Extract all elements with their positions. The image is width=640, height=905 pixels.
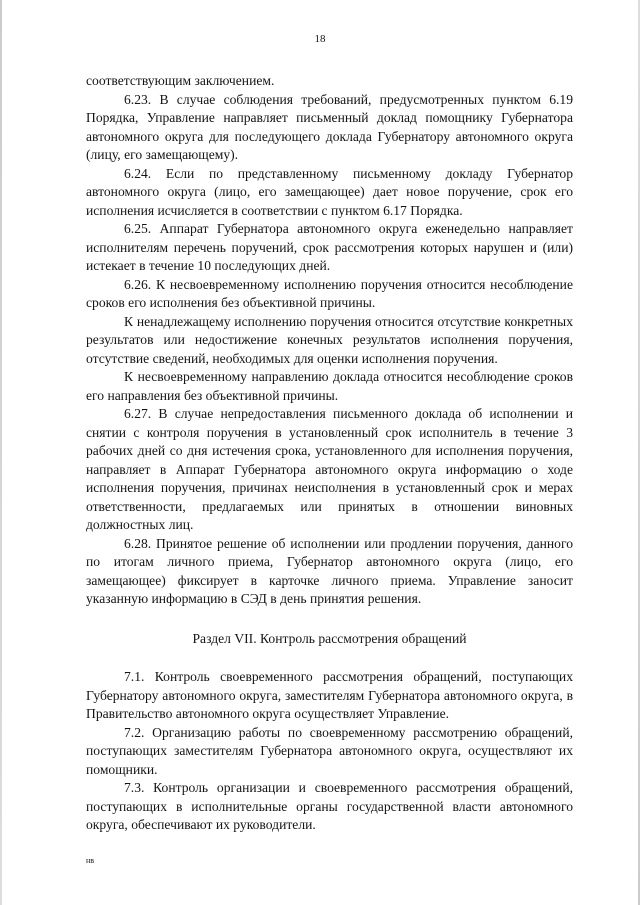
paragraph-6-28: 6.28. Принятое решение об исполнении или продлении поручения, данного по итогам личного приема, Губернатор автономного округа (лицо, его замещающее) фиксирует в карточке личного приема. Управление заносит указанную информацию в СЭД в день принятия решения.: [86, 535, 573, 606]
document-body: [86, 72, 573, 835]
scan-edge-left: [0, 0, 2, 905]
paragraph-improper-execution: К ненадлежащему исполнению поручения относится отсутствие конкретных результатов или недостижение конечных результатов исполнения поручения, отсутствие сведений, необходимых для оценки исполнения поручения.: [86, 313, 573, 366]
paragraph-6-26: 6.26. К несвоевременному исполнению поручения относится несоблюдение сроков его исполнения без объективной причины.: [86, 276, 573, 310]
paragraph-6-27: 6.27. В случае непредоставления письменного доклада об исполнении и снятии с контроля поручения в установленный срок исполнитель в течение 3 рабочих дней со дня истечения срока, установленного для исполнения поручения, направляет в Аппарат Губернатора автономного округа информацию о ходе исполнения поручения, причинах неисполнения в установленный срок и мерах ответственности, предлагаемых или принятых в отношении виновных должностных лиц.: [86, 406, 573, 532]
paragraph-6-23: 6.23. В случае соблюдения требований, предусмотренных пунктом 6.19 Порядка, Управление направляет письменный доклад помощнику Губернатора автономного округа для последующего доклада Губернатору автономного округа (лицу, его замещающему).: [86, 91, 573, 162]
paragraph-6-24: 6.24. Если по представленному письменному докладу Губернатор автономного округа (лицо, его замещающее) дает новое поручение, срок его исполнения исчисляется в соответствии с пунктом 6.17 Порядка.: [86, 165, 573, 218]
section-heading: Раздел VII. Контроль рассмотрения обращений: [192, 630, 467, 646]
paragraph-continuation: соответствующим заключением.: [86, 73, 275, 88]
paragraph-6-25: 6.25. Аппарат Губернатора автономного округа еженедельно направляет исполнителям перечень поручений, срок рассмотрения которых нарушен и (или) истекает в течение 10 последующих дней.: [86, 221, 573, 273]
paragraph-7-3: 7.3. Контроль организации и своевременного рассмотрения обращений, поступающих в исполнительные органы государственной власти автономного округа, обеспечивают их руководители.: [86, 780, 573, 832]
paragraph-late-report: К несвоевременному направлению доклада относится несоблюдение сроков его направления без объективной причины.: [86, 369, 573, 403]
paragraph-7-1: 7.1. Контроль своевременного рассмотрения обращений, поступающих Губернатору автономного округа, заместителям Губернатора автономного округа, в Правительство автономного округа осуществляет Управление.: [86, 669, 573, 721]
page-number: 18: [314, 33, 326, 45]
paragraph-7-2: 7.2. Организацию работы по своевременному рассмотрению обращений, поступающих заместителям Губернатора автономного округа, осуществляют их помощники.: [86, 724, 573, 777]
footer-mark: нв: [86, 856, 95, 865]
